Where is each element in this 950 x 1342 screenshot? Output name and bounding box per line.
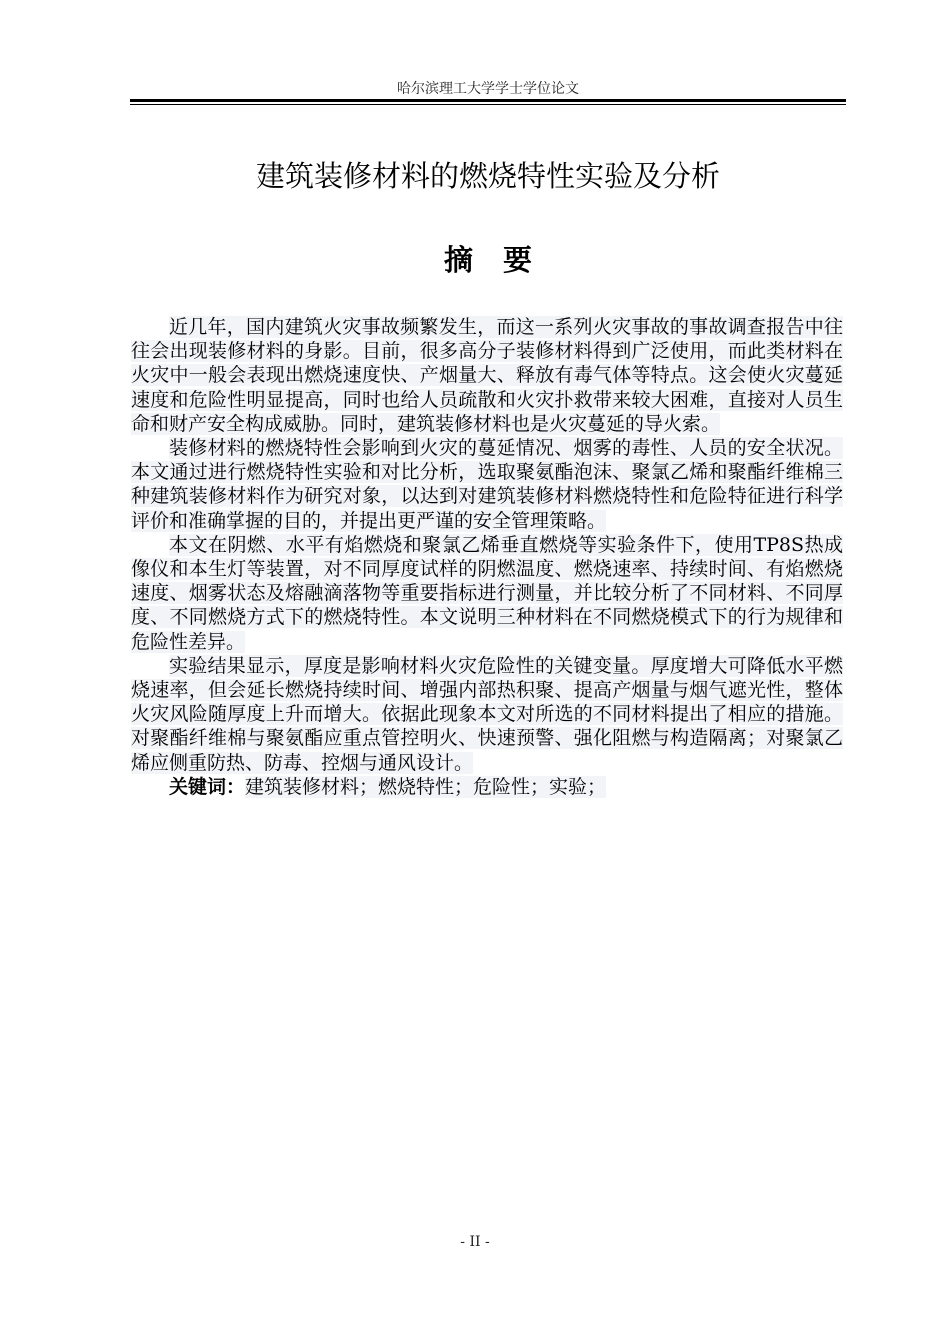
keywords-label: 关键词： [169, 775, 246, 798]
abstract-paragraph [131, 654, 843, 775]
abstract-paragraph [131, 436, 843, 533]
keywords-text: 建筑装修材料；燃烧特性；危险性；实验； [245, 775, 607, 798]
paragraph-text: 本文在阴燃、水平有焰燃烧和聚氯乙烯垂直燃烧等实验条件下，使用TP8S热成像仪和本生灯等装置，对不同厚度试样的阴燃温度、燃烧速率、持续时间、有焰燃烧速度、烟雾状态及熔融滴落物等重要指标进行测量，并比较分析了不同材料、不同厚度、不同燃烧方式下的燃烧特性。本文说明三种材料在不同燃烧模式下的行为规律和危险性差异。 [131, 533, 843, 653]
abstract-body [131, 315, 843, 799]
page-number: - II - [460, 1234, 490, 1250]
header-rule [130, 99, 846, 102]
abstract-heading: 摘要 [443, 243, 562, 277]
keywords-line [131, 775, 843, 799]
thesis-title: 建筑装修材料的燃烧特性实验及分析 [255, 159, 720, 193]
running-header: 哈尔滨理工大学学士学位论文 [397, 81, 579, 97]
abstract-paragraph [131, 315, 843, 436]
header-rule-thin [130, 104, 846, 105]
paragraph-text: 实验结果显示，厚度是影响材料火灾危险性的关键变量。厚度增大可降低水平燃烧速率，但会延长燃烧持续时间、增强内部热积聚、提高产烟量与烟气遮光性，整体火灾风险随厚度上升而增大。依据此现象本文对所选的不同材料提出了相应的措施。对聚酯纤维棉与聚氨酯应重点管控明火、快速预警、强化阻燃与构造隔离；对聚氯乙烯应侧重防热、防毒、控烟与通风设计。 [131, 654, 843, 774]
abstract-paragraph [131, 533, 843, 654]
paragraph-text: 装修材料的燃烧特性会影响到火灾的蔓延情况、烟雾的毒性、人员的安全状况。本文通过进行燃烧特性实验和对比分析，选取聚氨酯泡沫、聚氯乙烯和聚酯纤维棉三种建筑装修材料作为研究对象，以达到对建筑装修材料燃烧特性和危险特征进行科学评价和准确掌握的目的，并提出更严谨的安全管理策略。 [131, 437, 843, 532]
paragraph-text: 近几年，国内建筑火灾事故频繁发生，而这一系列火灾事故的事故调查报告中往往会出现装修材料的身影。目前，很多高分子装修材料得到广泛使用，而此类材料在火灾中一般会表现出燃烧速度快、产烟量大、释放有毒气体等特点。这会使火灾蔓延速度和危险性明显提高，同时也给人员疏散和火灾扑救带来较大困难，直接对人员生命和财产安全构成威胁。同时，建筑装修材料也是火灾蔓延的导火索。 [131, 316, 843, 435]
